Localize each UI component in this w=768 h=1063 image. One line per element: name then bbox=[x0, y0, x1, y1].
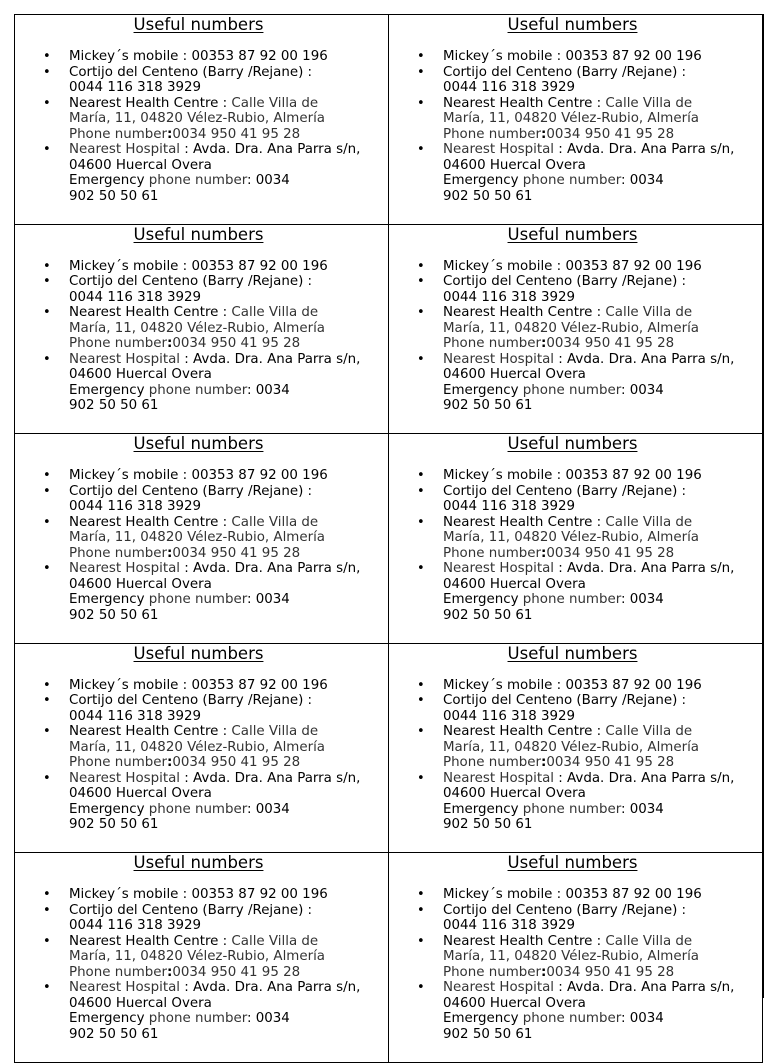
health-phone: 0034 950 41 95 28 bbox=[546, 336, 675, 351]
useful-numbers-card bbox=[389, 225, 763, 435]
health-phone-label: Phone number bbox=[69, 545, 167, 561]
hospital-line1 bbox=[443, 771, 756, 787]
health-phone-label: Phone number bbox=[69, 755, 167, 770]
list-item-health-centre bbox=[443, 305, 756, 352]
hospital-line1 bbox=[69, 980, 382, 996]
list-item-hospital bbox=[443, 142, 756, 204]
health-address-start: Calle Villa de bbox=[605, 724, 693, 739]
emergency-line bbox=[69, 592, 382, 608]
list-item-health-centre bbox=[69, 96, 382, 143]
cortijo-phone: 0044 116 318 3929 bbox=[69, 918, 202, 933]
list-item-cortijo bbox=[443, 903, 756, 934]
emergency-phone-label: phone number bbox=[148, 592, 247, 607]
mobile-text: • Mickey´s mobile : 00353 87 92 00 196 bbox=[443, 887, 702, 902]
health-line1 bbox=[69, 934, 382, 950]
hospital-address: 04600 Huercal Overa bbox=[443, 576, 586, 592]
cortijo-phone: 0044 116 318 3929 bbox=[69, 708, 202, 724]
hospital-address-start: : Avda. Dra. Ana Parra s/n, bbox=[180, 351, 361, 367]
list-item-cortijo bbox=[69, 693, 382, 724]
list-item-cortijo bbox=[443, 65, 756, 96]
emergency-phone-start: : 0034 bbox=[620, 382, 664, 398]
health-phone: 0034 950 41 95 28 bbox=[172, 964, 301, 980]
health-phone: 0034 950 41 95 28 bbox=[172, 336, 301, 351]
health-phone-line bbox=[69, 127, 382, 143]
health-label: Nearest Health Centre : bbox=[69, 933, 232, 949]
health-line1 bbox=[443, 96, 756, 112]
cortijo-label: • Cortijo del Centeno (Barry /Rejane) : bbox=[443, 693, 687, 708]
cortijo-label: • Cortijo del Centeno (Barry /Rejane) : bbox=[69, 274, 313, 289]
health-phone-label: Phone number bbox=[443, 336, 541, 351]
list-item-health-centre bbox=[443, 96, 756, 143]
hospital-label: Nearest Hospital bbox=[443, 980, 555, 995]
list-item-mobile bbox=[443, 49, 756, 65]
list-item-health-centre bbox=[443, 515, 756, 562]
numbers-list bbox=[389, 468, 756, 623]
health-address: María, 11, 04820 Vélez-Rubio, Almería bbox=[69, 739, 325, 755]
card-title: Useful numbers bbox=[133, 15, 264, 34]
health-label: Nearest Health Centre : bbox=[443, 305, 606, 320]
hospital-line1 bbox=[69, 142, 382, 158]
cortijo-phone: 0044 116 318 3929 bbox=[69, 289, 202, 305]
emergency-line bbox=[69, 173, 382, 189]
emergency-phone: 902 50 50 61 bbox=[69, 607, 159, 623]
mobile-text: • Mickey´s mobile : 00353 87 92 00 196 bbox=[69, 677, 328, 693]
numbers-list bbox=[15, 678, 382, 833]
health-label: Nearest Health Centre : bbox=[69, 305, 232, 320]
hospital-address-start: : Avda. Dra. Ana Parra s/n, bbox=[180, 561, 361, 576]
hospital-address: 04600 Huercal Overa bbox=[69, 786, 212, 801]
hospital-line1 bbox=[69, 561, 382, 577]
emergency-label: Emergency bbox=[443, 801, 523, 817]
health-phone-colon: : bbox=[541, 545, 547, 561]
numbers-list bbox=[15, 259, 382, 414]
hospital-label: Nearest Hospital bbox=[443, 351, 555, 367]
list-item-mobile bbox=[69, 49, 382, 65]
cortijo-phone: 0044 116 318 3929 bbox=[443, 289, 576, 305]
cortijo-phone: 0044 116 318 3929 bbox=[69, 80, 202, 95]
emergency-phone-label: phone number bbox=[148, 1011, 247, 1026]
health-phone-line bbox=[69, 965, 382, 981]
hospital-address-start: : Avda. Dra. Ana Parra s/n, bbox=[554, 980, 735, 995]
health-phone-label: Phone number bbox=[69, 964, 167, 980]
health-phone-colon: : bbox=[541, 755, 547, 770]
health-label: Nearest Health Centre : bbox=[443, 514, 606, 530]
health-address: María, 11, 04820 Vélez-Rubio, Almería bbox=[69, 320, 325, 336]
health-phone: 0034 950 41 95 28 bbox=[546, 964, 675, 980]
useful-numbers-card bbox=[389, 434, 763, 644]
list-item-hospital bbox=[443, 352, 756, 414]
hospital-line1 bbox=[443, 352, 756, 368]
list-item-hospital bbox=[443, 771, 756, 833]
cortijo-phone: 0044 116 318 3929 bbox=[69, 499, 202, 514]
health-phone-line bbox=[443, 127, 756, 143]
mobile-text: • Mickey´s mobile : 00353 87 92 00 196 bbox=[443, 258, 702, 274]
health-phone-label: Phone number bbox=[443, 126, 541, 142]
hospital-address-start: : Avda. Dra. Ana Parra s/n, bbox=[180, 770, 361, 786]
useful-numbers-card bbox=[15, 644, 389, 854]
emergency-phone-label: phone number bbox=[522, 382, 621, 398]
hospital-line1 bbox=[443, 561, 756, 577]
health-phone-line bbox=[443, 755, 756, 771]
health-phone: 0034 950 41 95 28 bbox=[546, 755, 675, 770]
cortijo-label: • Cortijo del Centeno (Barry /Rejane) : bbox=[69, 483, 313, 499]
health-phone-colon: : bbox=[541, 964, 547, 980]
list-item-hospital bbox=[69, 771, 382, 833]
health-address: María, 11, 04820 Vélez-Rubio, Almería bbox=[69, 949, 325, 964]
cortijo-label: • Cortijo del Centeno (Barry /Rejane) : bbox=[69, 902, 313, 918]
health-line1 bbox=[69, 305, 382, 321]
list-item-mobile bbox=[69, 887, 382, 903]
health-label: Nearest Health Centre : bbox=[443, 95, 606, 111]
emergency-label: Emergency bbox=[69, 801, 149, 817]
card-title: Useful numbers bbox=[507, 224, 638, 244]
emergency-phone: 902 50 50 61 bbox=[69, 817, 159, 832]
hospital-address: 04600 Huercal Overa bbox=[443, 367, 586, 382]
emergency-line bbox=[443, 1011, 756, 1027]
health-address: María, 11, 04820 Vélez-Rubio, Almería bbox=[443, 949, 699, 964]
emergency-phone: 902 50 50 61 bbox=[69, 398, 159, 413]
health-phone: 0034 950 41 95 28 bbox=[172, 545, 301, 561]
list-item-health-centre bbox=[69, 305, 382, 352]
health-address: María, 11, 04820 Vélez-Rubio, Almería bbox=[443, 111, 699, 126]
emergency-phone: 902 50 50 61 bbox=[443, 817, 533, 832]
health-phone-colon: : bbox=[541, 336, 547, 351]
health-line1 bbox=[69, 515, 382, 531]
useful-numbers-card bbox=[15, 853, 389, 1063]
emergency-phone-start: : 0034 bbox=[246, 173, 290, 188]
emergency-phone-start: : 0034 bbox=[246, 1011, 290, 1026]
numbers-list bbox=[389, 49, 756, 204]
useful-numbers-card bbox=[389, 15, 763, 225]
health-address: María, 11, 04820 Vélez-Rubio, Almería bbox=[69, 530, 325, 545]
hospital-address-start: : Avda. Dra. Ana Parra s/n, bbox=[180, 142, 361, 157]
hospital-address-start: : Avda. Dra. Ana Parra s/n, bbox=[180, 980, 361, 995]
health-phone-line bbox=[443, 336, 756, 352]
useful-numbers-card bbox=[389, 644, 763, 854]
health-address: María, 11, 04820 Vélez-Rubio, Almería bbox=[443, 739, 699, 755]
useful-numbers-card bbox=[15, 15, 389, 225]
health-phone-line bbox=[443, 965, 756, 981]
hospital-address-start: : Avda. Dra. Ana Parra s/n, bbox=[554, 561, 735, 576]
emergency-phone-start: : 0034 bbox=[620, 592, 664, 607]
card-title: Useful numbers bbox=[133, 434, 264, 453]
cortijo-label: • Cortijo del Centeno (Barry /Rejane) : bbox=[443, 483, 687, 499]
health-phone: 0034 950 41 95 28 bbox=[546, 126, 675, 142]
emergency-phone-start: : 0034 bbox=[620, 173, 664, 188]
emergency-label: Emergency bbox=[443, 592, 523, 607]
emergency-phone: 902 50 50 61 bbox=[443, 1026, 533, 1042]
list-item-mobile bbox=[69, 468, 382, 484]
health-phone-label: Phone number bbox=[443, 545, 541, 561]
card-title: Useful numbers bbox=[133, 853, 264, 872]
emergency-phone-start: : 0034 bbox=[246, 592, 290, 607]
emergency-label: Emergency bbox=[69, 382, 149, 398]
mobile-text: • Mickey´s mobile : 00353 87 92 00 196 bbox=[69, 468, 328, 483]
health-phone: 0034 950 41 95 28 bbox=[546, 545, 675, 561]
list-item-health-centre bbox=[69, 724, 382, 771]
cortijo-phone: 0044 116 318 3929 bbox=[443, 80, 576, 95]
hospital-line1 bbox=[69, 771, 382, 787]
hospital-address: 04600 Huercal Overa bbox=[443, 995, 586, 1011]
cortijo-label: • Cortijo del Centeno (Barry /Rejane) : bbox=[443, 64, 687, 80]
emergency-line bbox=[69, 802, 382, 818]
hospital-address-start: : Avda. Dra. Ana Parra s/n, bbox=[554, 142, 735, 157]
emergency-line bbox=[443, 802, 756, 818]
health-phone-label: Phone number bbox=[69, 336, 167, 351]
emergency-phone-start: : 0034 bbox=[620, 1011, 664, 1026]
health-phone-colon: : bbox=[167, 964, 173, 980]
card-title: Useful numbers bbox=[133, 224, 264, 244]
list-item-mobile bbox=[69, 678, 382, 694]
health-label: Nearest Health Centre : bbox=[69, 95, 232, 111]
list-item-hospital bbox=[69, 561, 382, 623]
right-border-rule bbox=[762, 14, 764, 998]
hospital-label: Nearest Hospital bbox=[443, 770, 555, 786]
emergency-phone-label: phone number bbox=[148, 173, 247, 188]
health-phone-label: Phone number bbox=[443, 755, 541, 770]
hospital-address: 04600 Huercal Overa bbox=[69, 995, 212, 1011]
useful-numbers-card bbox=[389, 853, 763, 1063]
health-phone-colon: : bbox=[167, 336, 173, 351]
list-item-mobile bbox=[443, 468, 756, 484]
mobile-text: • Mickey´s mobile : 00353 87 92 00 196 bbox=[69, 49, 328, 64]
hospital-address: 04600 Huercal Overa bbox=[69, 576, 212, 592]
mobile-text: • Mickey´s mobile : 00353 87 92 00 196 bbox=[443, 49, 702, 64]
hospital-label: Nearest Hospital bbox=[69, 980, 181, 995]
health-address-start: Calle Villa de bbox=[605, 514, 693, 530]
health-address-start: Calle Villa de bbox=[231, 724, 319, 739]
list-item-cortijo bbox=[69, 903, 382, 934]
list-item-mobile bbox=[69, 259, 382, 275]
cortijo-phone: 0044 116 318 3929 bbox=[443, 499, 576, 514]
health-phone-colon: : bbox=[167, 755, 173, 770]
mobile-text: • Mickey´s mobile : 00353 87 92 00 196 bbox=[69, 258, 328, 274]
emergency-label: Emergency bbox=[69, 1011, 149, 1026]
list-item-mobile bbox=[443, 259, 756, 275]
cortijo-phone: 0044 116 318 3929 bbox=[443, 708, 576, 724]
emergency-line bbox=[443, 592, 756, 608]
health-label: Nearest Health Centre : bbox=[69, 514, 232, 530]
emergency-phone-label: phone number bbox=[522, 1011, 621, 1026]
card-title: Useful numbers bbox=[507, 15, 638, 34]
emergency-label: Emergency bbox=[443, 173, 523, 188]
list-item-cortijo bbox=[443, 484, 756, 515]
card-title: Useful numbers bbox=[507, 434, 638, 453]
useful-numbers-card bbox=[15, 434, 389, 644]
page-sheet bbox=[14, 14, 764, 1042]
list-item-health-centre bbox=[69, 934, 382, 981]
hospital-label: Nearest Hospital bbox=[69, 770, 181, 786]
hospital-label: Nearest Hospital bbox=[69, 561, 181, 576]
cortijo-label: • Cortijo del Centeno (Barry /Rejane) : bbox=[69, 693, 313, 708]
numbers-list bbox=[389, 887, 756, 1042]
numbers-list bbox=[15, 49, 382, 204]
health-address-start: Calle Villa de bbox=[605, 305, 693, 320]
hospital-address: 04600 Huercal Overa bbox=[69, 157, 212, 173]
list-item-cortijo bbox=[443, 274, 756, 305]
health-address: María, 11, 04820 Vélez-Rubio, Almería bbox=[69, 111, 325, 126]
hospital-label: Nearest Hospital bbox=[69, 142, 181, 157]
health-phone-line bbox=[443, 546, 756, 562]
list-item-mobile bbox=[443, 887, 756, 903]
health-address-start: Calle Villa de bbox=[231, 933, 319, 949]
emergency-phone-start: : 0034 bbox=[246, 382, 290, 398]
emergency-line bbox=[69, 1011, 382, 1027]
cortijo-label: • Cortijo del Centeno (Barry /Rejane) : bbox=[443, 902, 687, 918]
list-item-hospital bbox=[443, 561, 756, 623]
health-line1 bbox=[443, 305, 756, 321]
list-item-cortijo bbox=[69, 274, 382, 305]
list-item-health-centre bbox=[443, 724, 756, 771]
emergency-phone: 902 50 50 61 bbox=[69, 188, 159, 204]
emergency-line bbox=[443, 383, 756, 399]
health-address-start: Calle Villa de bbox=[231, 514, 319, 530]
health-phone-line bbox=[69, 546, 382, 562]
hospital-address: 04600 Huercal Overa bbox=[443, 786, 586, 801]
list-item-hospital bbox=[69, 980, 382, 1042]
hospital-address: 04600 Huercal Overa bbox=[69, 367, 212, 382]
mobile-text: • Mickey´s mobile : 00353 87 92 00 196 bbox=[443, 677, 702, 693]
health-line1 bbox=[443, 515, 756, 531]
health-phone-colon: : bbox=[167, 545, 173, 561]
hospital-address-start: : Avda. Dra. Ana Parra s/n, bbox=[554, 770, 735, 786]
health-label: Nearest Health Centre : bbox=[69, 724, 232, 739]
health-line1 bbox=[69, 724, 382, 740]
health-phone-label: Phone number bbox=[443, 964, 541, 980]
list-item-mobile bbox=[443, 678, 756, 694]
cortijo-label: • Cortijo del Centeno (Barry /Rejane) : bbox=[69, 64, 313, 80]
cards-grid bbox=[14, 14, 764, 1063]
emergency-phone-label: phone number bbox=[522, 173, 621, 188]
emergency-line bbox=[69, 383, 382, 399]
hospital-label: Nearest Hospital bbox=[443, 142, 555, 157]
health-label: Nearest Health Centre : bbox=[443, 724, 606, 739]
health-line1 bbox=[443, 724, 756, 740]
emergency-phone-label: phone number bbox=[148, 801, 247, 817]
hospital-address: 04600 Huercal Overa bbox=[443, 157, 586, 173]
cortijo-label: • Cortijo del Centeno (Barry /Rejane) : bbox=[443, 274, 687, 289]
hospital-line1 bbox=[69, 352, 382, 368]
emergency-label: Emergency bbox=[443, 382, 523, 398]
list-item-cortijo bbox=[69, 65, 382, 96]
list-item-health-centre bbox=[443, 934, 756, 981]
list-item-cortijo bbox=[443, 693, 756, 724]
hospital-line1 bbox=[443, 142, 756, 158]
list-item-hospital bbox=[443, 980, 756, 1042]
hospital-label: Nearest Hospital bbox=[443, 561, 555, 576]
health-phone-colon: : bbox=[541, 126, 547, 142]
hospital-label: Nearest Hospital bbox=[69, 351, 181, 367]
list-item-cortijo bbox=[69, 484, 382, 515]
card-title: Useful numbers bbox=[133, 643, 264, 663]
health-address: María, 11, 04820 Vélez-Rubio, Almería bbox=[443, 530, 699, 545]
emergency-line bbox=[443, 173, 756, 189]
health-address: María, 11, 04820 Vélez-Rubio, Almería bbox=[443, 320, 699, 336]
hospital-line1 bbox=[443, 980, 756, 996]
emergency-phone: 902 50 50 61 bbox=[443, 398, 533, 413]
health-phone-line bbox=[69, 336, 382, 352]
health-address-start: Calle Villa de bbox=[231, 305, 319, 320]
card-title: Useful numbers bbox=[507, 643, 638, 663]
emergency-phone-label: phone number bbox=[148, 382, 247, 398]
emergency-phone-label: phone number bbox=[522, 592, 621, 607]
health-phone-colon: : bbox=[167, 126, 173, 142]
health-line1 bbox=[443, 934, 756, 950]
list-item-hospital bbox=[69, 352, 382, 414]
health-line1 bbox=[69, 96, 382, 112]
cortijo-phone: 0044 116 318 3929 bbox=[443, 918, 576, 933]
health-phone: 0034 950 41 95 28 bbox=[172, 126, 301, 142]
health-phone-line bbox=[69, 755, 382, 771]
health-phone-label: Phone number bbox=[69, 126, 167, 142]
emergency-label: Emergency bbox=[443, 1011, 523, 1026]
health-address-start: Calle Villa de bbox=[605, 95, 693, 111]
health-phone: 0034 950 41 95 28 bbox=[172, 755, 301, 770]
numbers-list bbox=[15, 468, 382, 623]
useful-numbers-card bbox=[15, 225, 389, 435]
emergency-phone: 902 50 50 61 bbox=[443, 607, 533, 623]
mobile-text: • Mickey´s mobile : 00353 87 92 00 196 bbox=[443, 468, 702, 483]
emergency-phone-start: : 0034 bbox=[620, 801, 664, 817]
hospital-address-start: : Avda. Dra. Ana Parra s/n, bbox=[554, 351, 735, 367]
health-address-start: Calle Villa de bbox=[605, 933, 693, 949]
numbers-list bbox=[15, 887, 382, 1042]
numbers-list bbox=[389, 678, 756, 833]
health-label: Nearest Health Centre : bbox=[443, 933, 606, 949]
numbers-list bbox=[389, 259, 756, 414]
list-item-health-centre bbox=[69, 515, 382, 562]
emergency-phone-label: phone number bbox=[522, 801, 621, 817]
emergency-phone-start: : 0034 bbox=[246, 801, 290, 817]
emergency-phone: 902 50 50 61 bbox=[69, 1026, 159, 1042]
card-title: Useful numbers bbox=[507, 853, 638, 872]
mobile-text: • Mickey´s mobile : 00353 87 92 00 196 bbox=[69, 887, 328, 902]
health-address-start: Calle Villa de bbox=[231, 95, 319, 111]
list-item-hospital bbox=[69, 142, 382, 204]
emergency-label: Emergency bbox=[69, 592, 149, 607]
emergency-phone: 902 50 50 61 bbox=[443, 188, 533, 204]
emergency-label: Emergency bbox=[69, 173, 149, 188]
